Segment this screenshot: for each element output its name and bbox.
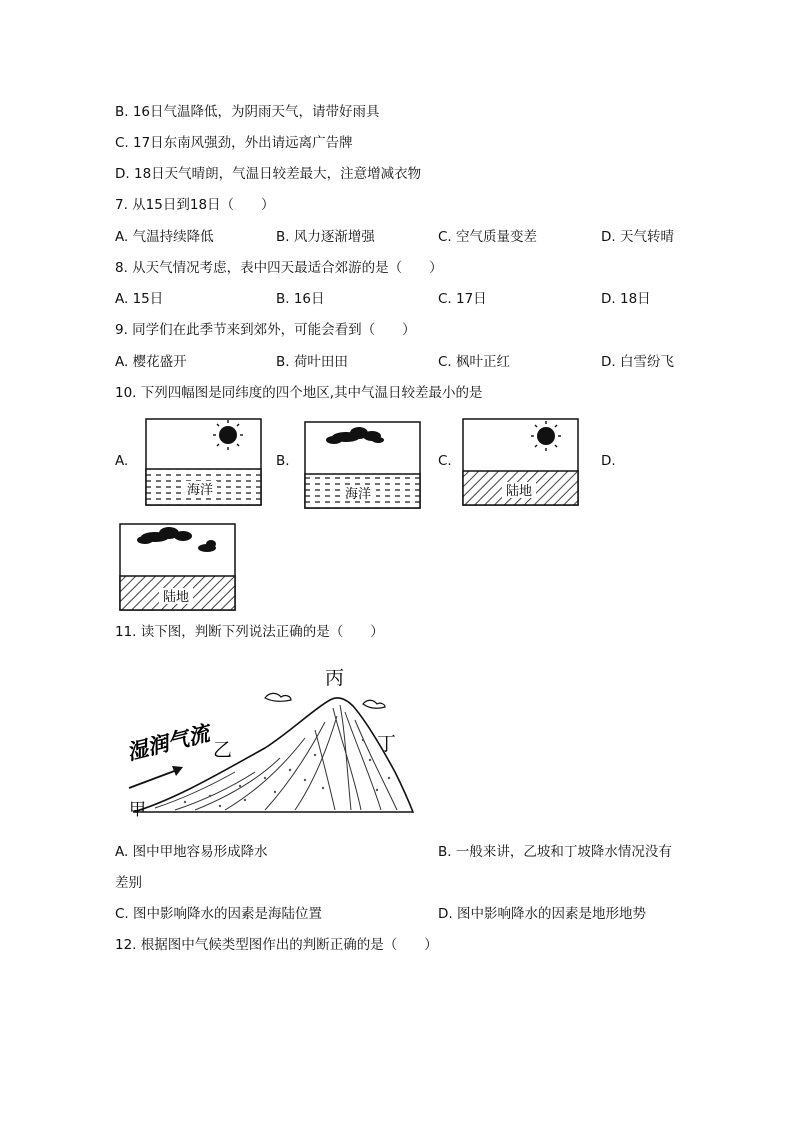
panel-d-label: 陆地 <box>162 590 190 605</box>
option-c-prev: C. 17日东南风强劲，外出请远离广告牌 <box>115 135 353 151</box>
cloud-right-icon <box>363 700 385 708</box>
q11-option-b-continued: 差别 <box>115 875 142 891</box>
q8-option-c: C. 17日 <box>438 291 487 307</box>
q10-label-a: A. <box>115 453 129 469</box>
question-8-stem: 8. 从天气情况考虑，表中四天最适合郊游的是（ ） <box>115 260 443 276</box>
panel-c-label: 陆地 <box>505 484 533 499</box>
q8-option-d: D. 18日 <box>601 291 651 307</box>
q10-label-d: D. <box>601 453 616 469</box>
q9-option-c: C. 枫叶正红 <box>438 354 511 370</box>
question-10-stem: 10. 下列四幅图是同纬度的四个地区,其中气温日较差最小的是 <box>115 385 483 401</box>
panel-c-land-sunny <box>462 418 580 508</box>
airflow-arrow <box>129 770 177 788</box>
question-7-stem: 7. 从15日到18日（ ） <box>115 197 275 213</box>
q11-option-b: B. 一般来讲，乙坡和丁坡降水情况没有 <box>438 844 672 860</box>
label-ding: 丁 <box>377 733 397 755</box>
q11-option-c: C. 图中影响降水的因素是海陆位置 <box>115 906 323 922</box>
option-b-prev: B. 16日气温降低，为阴雨天气，请带好雨具 <box>115 104 380 120</box>
q7-option-d: D. 天气转晴 <box>601 229 674 245</box>
option-d-prev: D. 18日天气晴朗，气温日较差最大，注意增减衣物 <box>115 166 422 182</box>
panel-b-ocean-cloudy <box>304 421 422 511</box>
label-yi: 乙 <box>213 739 233 761</box>
q11-mountain-figure <box>115 660 415 822</box>
q9-option-a: A. 樱花盛开 <box>115 354 187 370</box>
question-9-stem: 9. 同学们在此季节来到郊外，可能会看到（ ） <box>115 322 416 338</box>
panel-d-land-cloudy <box>119 523 237 613</box>
panel-a-ocean-sunny <box>145 418 263 508</box>
label-bing: 丙 <box>325 667 345 689</box>
q7-option-b: B. 风力逐渐增强 <box>276 229 375 245</box>
q11-option-d: D. 图中影响降水的因素是地形地势 <box>438 906 646 922</box>
question-11-stem: 11. 读下图，判断下列说法正确的是（ ） <box>115 624 384 640</box>
q7-option-a: A. 气温持续降低 <box>115 229 214 245</box>
q10-label-c: C. <box>438 453 452 469</box>
q11-option-a: A. 图中甲地容易形成降水 <box>115 844 268 860</box>
question-12-stem: 12. 根据图中气候类型图作出的判断正确的是（ ） <box>115 937 438 953</box>
q9-option-d: D. 白雪纷飞 <box>601 354 674 370</box>
q10-label-b: B. <box>276 453 290 469</box>
airflow-label: 湿润气流 <box>124 720 212 765</box>
cloud-left-icon <box>265 693 291 701</box>
q8-option-a: A. 15日 <box>115 291 164 307</box>
q8-option-b: B. 16日 <box>276 291 325 307</box>
panel-b-label: 海洋 <box>344 487 372 502</box>
panel-a-label: 海洋 <box>186 483 214 498</box>
q7-option-c: C. 空气质量变差 <box>438 229 538 245</box>
label-jia: 甲 <box>129 800 146 820</box>
q9-option-b: B. 荷叶田田 <box>276 354 348 370</box>
